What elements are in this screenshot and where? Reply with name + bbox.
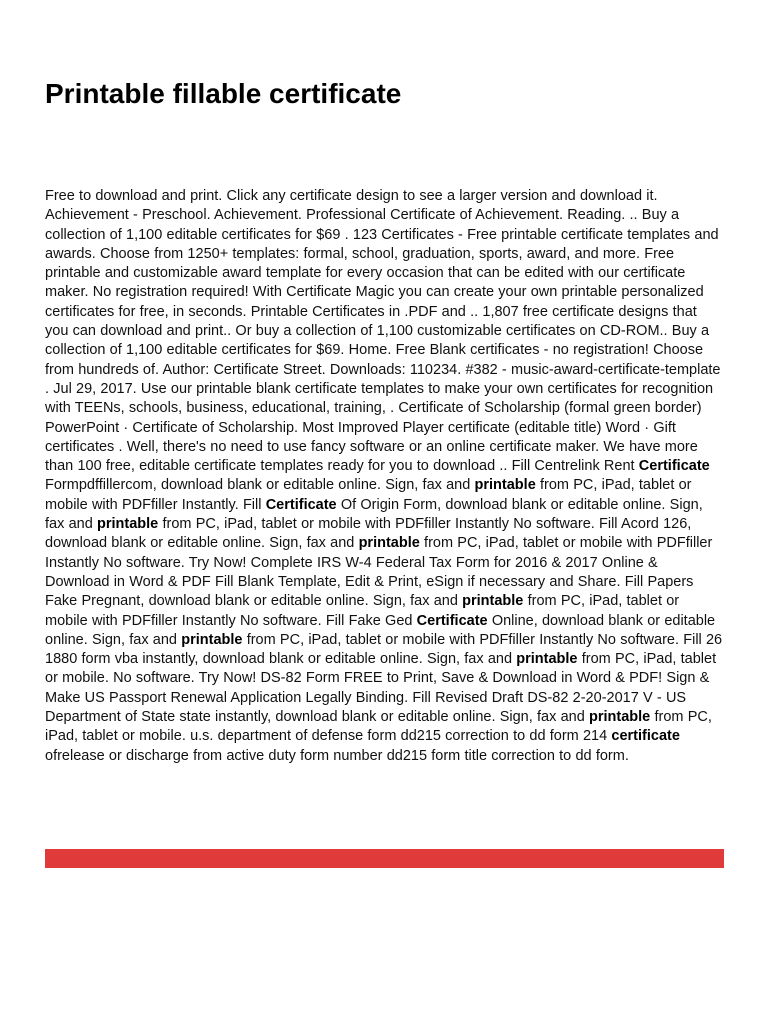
text-segment: from PC, iPad, tablet or mobile with PDFfiller Instantly No software. Try Now! Complete IRS W-4 Federal Tax Form for 2016 & 2017 Online & Download in Word & PDF Fill Blank Template, Edit & Print, eSign if necessary and Share. Fill Papers Fake Pregnant, download blank or editable online. Sign, fax and	[45, 535, 713, 610]
bold-keyword: printable	[462, 593, 524, 610]
bold-keyword: printable	[589, 709, 651, 726]
text-segment: Free to download and print. Click any certificate design to see a larger version and download it. Achievement - Preschool. Achievement. Professional Certificate of Achievement. Reading. .. Buy a collection of 1,100 editable certificates for $69 . 123 Certificates - Free printable certificate templates and awards. Choose from 1250+ templates: formal, school, graduation, sports, award, and more. Free printable and customizable award template for every occasion that can be edited with our certificate maker. No registration required! With Certificate Magic you can create your own printable personalized certificates for free, in seconds. Printable Certificates in .PDF and .. 1,807 free certificate designs that you can download and print.. Or buy a collection of 1,100 customizable certificates on CD-ROM.. Buy a collection of 1,100 editable certificates for $69. Home. Free Blank certificates - no registration! Choose from hundreds of. Author: Certificate Street. Downloads: 110234. #382 - music-award-certificate-template . Jul 29, 2017. Use our printable blank certificate templates to make your own certificates for recognition with TEENs, schools, business, educational, training, . Certificate of Scholarship (formal green border) PowerPoint · Certificate of Scholarship. Most Improved Player certificate (editable title) Word · Gift certificates . Well, there's no need to use fancy software or an online certificate maker. We have more than 100 free, editable certificate templates ready for you to download .. Fill Centrelink Rent	[45, 188, 721, 475]
bold-keyword: Certificate	[416, 612, 488, 629]
text-segment: ofrelease or discharge from active duty form number dd215 form title correction to dd form.	[45, 747, 629, 764]
text-segment: from PC, iPad, tablet or mobile. No software. Try Now! DS-82 Form FREE to Print, Save & Download in Word & PDF! Sign & Make US Passport Renewal Application Legally Binding. Fill Revised Draft DS-82 2-20-2017 V - US Department of State state instantly, download blank or editable online. Sign, fax and	[45, 651, 717, 726]
bold-keyword: certificate	[611, 728, 680, 745]
text-segment: Of Origin Form, download blank or editable online. Sign, fax and	[45, 496, 703, 533]
text-segment: Formpdffillercom, download blank or editable online. Sign, fax and	[45, 477, 475, 494]
bold-keyword: Certificate	[265, 496, 337, 513]
body-paragraph	[45, 187, 723, 766]
text-segment: from PC, iPad, tablet or mobile with PDFfiller Instantly No software. Fill 26 1880 form vba instantly, download blank or editable online. Sign, fax and	[45, 631, 723, 668]
bold-keyword: printable	[358, 535, 420, 552]
bold-keyword: printable	[181, 631, 243, 648]
bold-keyword: printable	[516, 651, 578, 668]
text-segment: from PC, iPad, tablet or mobile. u.s. department of defense form dd215 correction to dd form 214	[45, 709, 712, 745]
footer-bar	[45, 849, 724, 868]
text-segment: from PC, iPad, tablet or mobile with PDFfiller Instantly No software. Fill Fake Ged	[45, 593, 680, 629]
page-title: Printable fillable certificate	[45, 78, 402, 109]
text-segment: from PC, iPad, tablet or mobile with PDFfiller Instantly No software. Fill Acord 126, download blank or editable online. Sign, fax and	[45, 516, 692, 552]
text-segment: Online, download blank or editable online. Sign, fax and	[45, 612, 716, 648]
text-segment: from PC, iPad, tablet or mobile with PDFfiller Instantly. Fill	[45, 477, 692, 513]
bold-keyword: Certificate	[638, 458, 710, 475]
bold-keyword: printable	[97, 516, 159, 533]
bold-keyword: printable	[474, 477, 536, 494]
